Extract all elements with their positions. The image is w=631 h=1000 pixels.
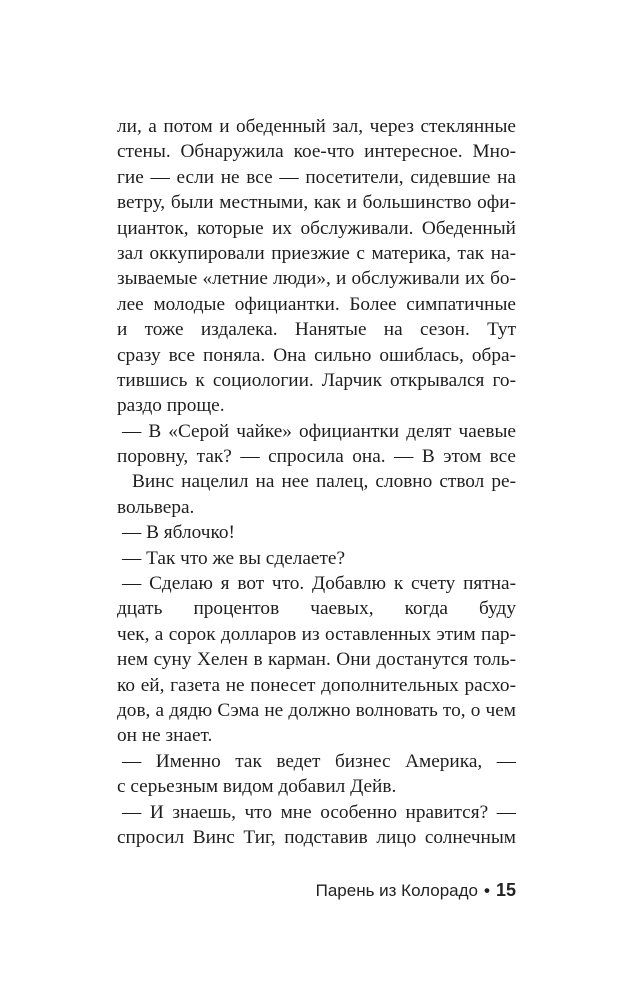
text-line: раздо проще. [117,395,225,417]
text-line: — Так что же вы сделаете? [122,547,346,569]
text-line: тившись к социологии. Ларчик открывался го- [117,369,516,391]
text-line: цианток, которые их обслуживали. Обеденный [117,217,516,239]
text-line: нем суну Хелен в карман. Они достанутся толь- [117,649,516,671]
text-line: Винс нацелил на нее палец, словно ствол ре- [132,471,516,493]
text-line: спросил Винс Тиг, подставив лицо солнечным [117,826,516,848]
text-line: он не знает. [117,725,213,747]
text-line: дов, а дядю Сэма не должно волновать то, о чем [117,699,516,721]
text-line: вольвера. [117,496,195,518]
text-line: поровну, так? — спросила она. — В этом все [117,446,516,468]
text-line: гие — если не все — посетители, сидевшие на [117,166,516,188]
text-line: зал оккупировали приезжие с материка, так на- [117,242,516,264]
text-line: зываемые «летние люди», и обслуживали их бо- [117,268,516,290]
text-line: — В «Серой чайке» официантки делят чаевые [122,420,516,442]
text-line: — В яблочко! [122,522,235,544]
text-line: ветру, были местными, как и большинство офи- [117,192,516,214]
running-title: Парень из Колорадо [315,881,479,900]
text-line: дцать процентов чаевых, когда буду [117,598,516,620]
text-line: — Именно так ведет бизнес Америка, — [122,750,516,772]
text-line: лее молодые официантки. Более симпатичные [117,293,516,315]
text-line: — Сделаю я вот что. Добавлю к счету пятна- [122,573,516,595]
page-footer [316,880,516,901]
text-line: ли, а потом и обеденный зал, через стеклянные [117,116,516,137]
bullet-separator: • [484,881,490,900]
text-line: и тоже издалека. Нанятые на сезон. Тут [117,319,516,341]
text-line: с серьезным видом добавил Дейв. [117,776,397,798]
text-line: сразу все поняла. Она сильно ошиблась, обра- [117,344,516,366]
body-text [117,114,516,850]
page-number: 15 [495,880,516,900]
text-line: стены. Обнаружила кое-что интересное. Мно- [117,141,516,163]
text-line: — И знаешь, что мне особенно нравится? — [122,801,516,823]
text-line: ко ей, газета не понесет дополнительных расхо- [117,674,516,696]
text-line: чек, а сорок долларов из оставленных этим пар- [117,623,516,645]
